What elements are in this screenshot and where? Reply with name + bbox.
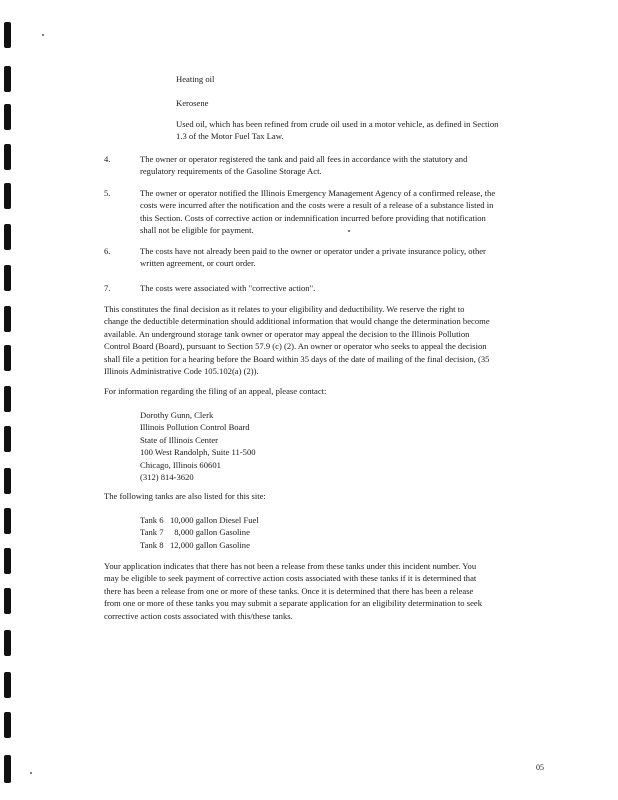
punch-hole-mark <box>4 386 11 412</box>
text-line: This constitutes the final decision as it relates to your eligibility and deductibility. We reserve the right to <box>104 304 465 314</box>
text-line: The costs have not already been paid to the owner or operator under a private insurance policy, other <box>140 246 486 256</box>
tank-entry: Tank 7 8,000 gallon Gasoline <box>140 527 250 538</box>
scan-speck <box>30 772 32 774</box>
punch-hole-mark <box>4 426 11 452</box>
contact-organization: Illinois Pollution Control Board <box>140 422 250 433</box>
text-line: corrective action costs associated with this/these tanks. <box>104 610 293 621</box>
contact-street: 100 West Randolph, Suite 11-500 <box>140 447 256 458</box>
item-text <box>140 282 560 294</box>
final-decision-paragraph <box>104 303 560 377</box>
text-line: Your application indicates that there has not been a release from these tanks under this incident number. You <box>104 561 477 571</box>
punch-hole-mark <box>4 265 11 291</box>
text-line: written agreement, or court order. <box>140 258 256 269</box>
punch-hole-mark <box>4 183 11 209</box>
text-line: this Section. Costs of corrective action or indemnification incurred before providing that notification <box>140 212 486 223</box>
text-line: regulatory requirements of the Gasoline Storage Act. <box>140 166 322 177</box>
punch-hole-mark <box>4 22 11 48</box>
contact-address <box>140 409 440 483</box>
punch-hole-mark <box>4 144 11 170</box>
punch-hole-mark <box>4 548 11 574</box>
punch-hole-mark <box>4 630 11 656</box>
text-line: costs were incurred after the notification and the costs were a result of a release of a substance listed in <box>140 200 494 211</box>
contact-name: Dorothy Gunn, Clerk <box>140 410 214 420</box>
text-line: change the deductible determination should additional information that would change the determination become <box>104 316 490 327</box>
text-line: shall not be eligible for payment. <box>140 225 254 236</box>
text-line: from one or more of these tanks you may submit a separate application for an eligibility determination to seek <box>104 598 483 609</box>
punch-hole-mark <box>4 468 11 494</box>
contact-phone: (312) 814-3620 <box>140 472 194 483</box>
item-number: 4. <box>104 154 111 164</box>
punch-hole-mark <box>4 588 11 614</box>
text-line: there has been a release from one or more of these tanks. Once it is determined that there has been a release <box>104 585 474 596</box>
text-line: Control Board (Board), pursuant to Section 57.9 (c) (2). An owner or operator who seeks to appeal the decision <box>104 341 487 352</box>
item-number: 5. <box>104 188 111 198</box>
text-line: available. An underground storage tank owner or operator may appeal the decision to the Illinois Pollution <box>104 328 470 339</box>
item-text <box>140 245 560 270</box>
text-line: Illinois Administrative Code 105.102(a) (2)). <box>104 366 259 377</box>
punch-hole-mark <box>4 672 11 698</box>
tank-list <box>140 514 440 551</box>
page-number: 05 <box>536 763 544 772</box>
text-line: The owner or operator notified the Illinois Emergency Management Agency of a confirmed release, the <box>140 188 496 198</box>
fuel-list-kerosene: Kerosene <box>176 98 209 108</box>
punch-hole-mark <box>4 224 11 250</box>
text-line: 1.3 of the Motor Fuel Tax Law. <box>176 131 284 142</box>
tanks-intro: The following tanks are also listed for this site: <box>104 491 266 501</box>
tank-entry: Tank 6 10,000 gallon Diesel Fuel <box>140 515 259 525</box>
punch-hole-mark <box>4 712 11 738</box>
text-line: The costs were associated with "corrective action". <box>140 283 316 293</box>
item-number: 7. <box>104 283 111 293</box>
tank-entry: Tank 8 12,000 gallon Gasoline <box>140 539 250 550</box>
text-line: The owner or operator registered the tank and paid all fees in accordance with the statutory and <box>140 154 468 164</box>
closing-paragraph <box>104 560 560 622</box>
text-line: shall file a petition for a hearing before the Board within 35 days of the date of mailing of the final decision, (35 <box>104 353 490 364</box>
punch-hole-mark <box>4 104 11 130</box>
punch-hole-mark <box>4 345 11 371</box>
contact-building: State of Illinois Center <box>140 434 219 445</box>
appeal-contact-intro: For information regarding the filing of an appeal, please contact: <box>104 386 327 396</box>
scan-speck <box>42 34 44 36</box>
text-line: Used oil, which has been refined from crude oil used in a motor vehicle, as defined in Section <box>176 119 499 129</box>
punch-hole-mark <box>4 306 11 332</box>
fuel-list-heating-oil: Heating oil <box>176 74 215 84</box>
item-text <box>140 153 560 178</box>
contact-city: Chicago, Illinois 60601 <box>140 459 221 470</box>
punch-hole-mark <box>4 66 11 92</box>
punch-hole-mark <box>4 508 11 534</box>
punch-hole-mark <box>4 755 11 783</box>
text-line: may be eligible to seek payment of corrective action costs associated with these tanks if it is determined that <box>104 573 477 584</box>
fuel-list-used-oil <box>176 118 566 143</box>
item-text <box>140 187 560 237</box>
item-number: 6. <box>104 246 111 256</box>
